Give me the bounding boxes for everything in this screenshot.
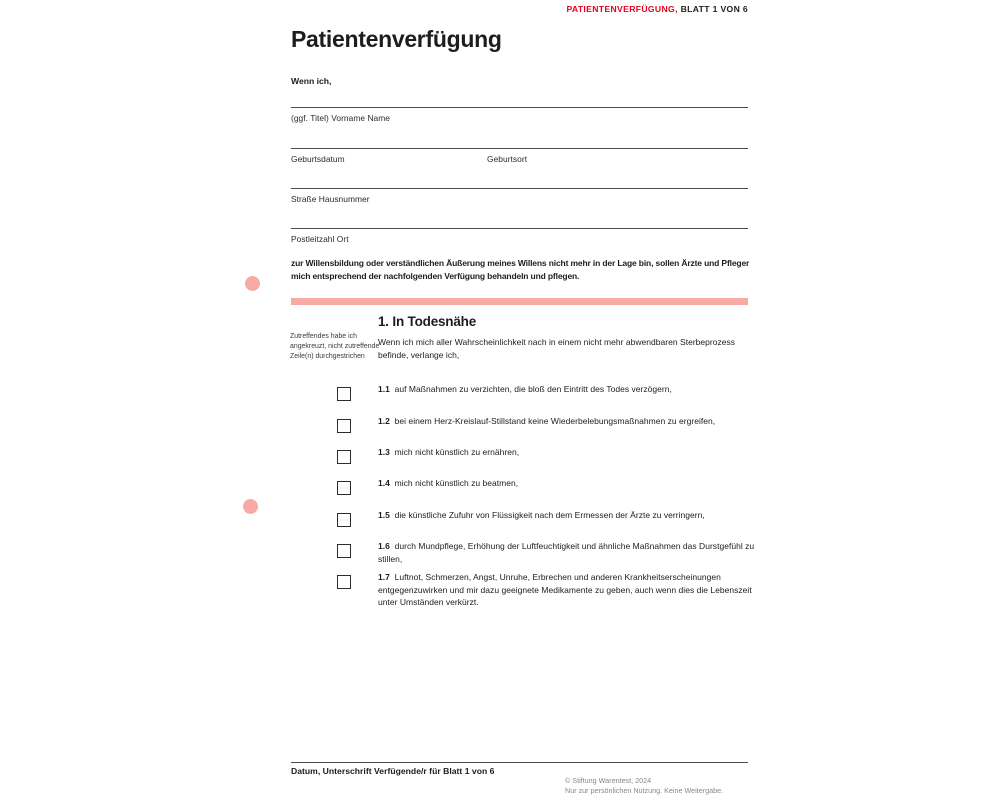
checkbox-item-1-2[interactable] xyxy=(337,419,351,433)
item-text: bei einem Herz-Kreislauf-Stillstand keine Wiederbelebungsmaßnahmen zu ergreifen, xyxy=(394,416,716,426)
margin-note: Zutreffendes habe ich angekreuzt, nicht zutreffende Zeile(n) durchgestrichen xyxy=(290,333,380,360)
copyright-line-2: Nur zur persönlichen Nutzung. Keine Weitergabe. xyxy=(565,785,724,795)
name-input-line[interactable] xyxy=(291,107,748,108)
postalcode-city-input-line[interactable] xyxy=(291,228,748,229)
birthdate-birthplace-input-line[interactable] xyxy=(291,148,748,149)
item-number: 1.1 xyxy=(378,384,390,394)
checkbox-item-1-3[interactable] xyxy=(337,450,351,464)
running-header-doc-label: PATIENTENVERFÜGUNG, xyxy=(566,4,678,14)
margin-dot-1 xyxy=(245,276,260,291)
margin-dot-2 xyxy=(243,499,258,514)
item-text: mich nicht künstlich zu ernähren, xyxy=(394,447,520,457)
street-input-line[interactable] xyxy=(291,188,748,189)
checkbox-item-1-5[interactable] xyxy=(337,513,351,527)
signature-line[interactable] xyxy=(291,762,748,763)
item-text: Luftnot, Schmerzen, Angst, Unruhe, Erbrechen und anderen Krankheitserscheinungen entgegenzuwirken und mir dazu geeignete Medikamente zu geben, auch wenn dies die Lebenszeit unter Umständen verkürzt. xyxy=(378,572,752,608)
item-text: die künstliche Zufuhr von Flüssigkeit nach dem Ermessen der Ärzte zu verringern, xyxy=(394,510,705,520)
section-divider-bar xyxy=(291,298,748,305)
street-field-label: Straße Hausnummer xyxy=(291,194,370,204)
checkbox-item-1-4[interactable] xyxy=(337,481,351,495)
running-header xyxy=(0,4,748,14)
checkbox-item-1-7[interactable] xyxy=(337,575,351,589)
section-intro: Wenn ich mich aller Wahrscheinlichkeit nach in einem nicht mehr abwendbaren Sterbeprozess befinde, verlange ich, xyxy=(378,337,736,360)
item-number: 1.2 xyxy=(378,416,390,426)
running-header-sheet-label: BLATT 1 VON 6 xyxy=(680,4,748,14)
item-number: 1.4 xyxy=(378,478,390,488)
item-number: 1.3 xyxy=(378,447,390,457)
copyright-line-1: © Stiftung Warentest, 2024 xyxy=(565,776,652,785)
item-number: 1.7 xyxy=(378,572,390,582)
page-title: Patientenverfügung xyxy=(291,26,502,52)
item-text: mich nicht künstlich zu beatmen, xyxy=(394,478,519,488)
checkbox-item-1-6[interactable] xyxy=(337,544,351,558)
lead-text: Wenn ich, xyxy=(291,76,332,86)
birthplace-field-label: Geburtsort xyxy=(487,154,528,164)
item-text: auf Maßnahmen zu verzichten, die bloß den Eintritt des Todes verzögern, xyxy=(394,384,672,394)
willensbildung-statement: zur Willensbildung oder verständlichen Äußerung meines Willens nicht mehr in der Lage bin, sollen Ärzte und Pfleger mich entsprechend der nachfolgenden Verfügung behandeln und pflegen. xyxy=(291,258,750,281)
checkbox-item-1-1[interactable] xyxy=(337,387,351,401)
item-number: 1.5 xyxy=(378,510,390,520)
section-heading: 1. In Todesnähe xyxy=(378,314,477,329)
name-field-label: (ggf. Titel) Vorname Name xyxy=(291,113,390,123)
signature-label: Datum, Unterschrift Verfügende/r für Blatt 1 von 6 xyxy=(291,766,495,776)
item-text: durch Mundpflege, Erhöhung der Luftfeuchtigkeit und ähnliche Maßnahmen das Durstgefühl zu stillen, xyxy=(378,541,755,564)
postalcode-city-field-label: Postleitzahl Ort xyxy=(291,234,349,244)
copyright-note xyxy=(565,776,723,795)
item-number: 1.6 xyxy=(378,541,390,551)
birthdate-field-label: Geburtsdatum xyxy=(291,154,345,164)
